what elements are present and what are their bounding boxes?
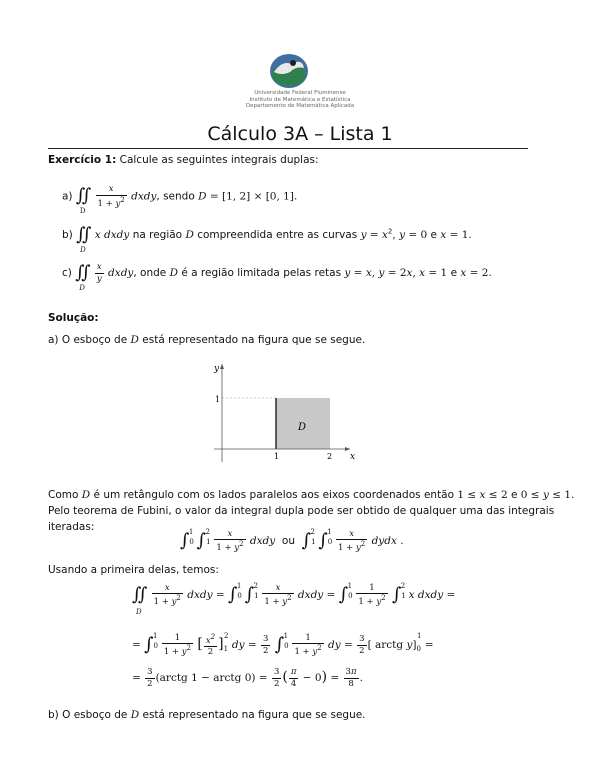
university-logo bbox=[268, 52, 310, 90]
exercise-item-b: b) ∬ D x dxdy na região D compreendida entre as curvas $y = x^2$, y = 0 e x = 1. bbox=[62, 224, 472, 254]
part-a-intro: a) O esboço de D está representado na figura que se segue. bbox=[48, 334, 366, 346]
exercise-heading: Exercício 1: Calcule as seguintes integrais duplas: bbox=[48, 154, 319, 166]
paragraph-using: Usando a primeira delas, temos: bbox=[48, 564, 219, 576]
solution-heading: Solução: bbox=[48, 312, 99, 324]
y-tick-label: 1 bbox=[215, 395, 221, 404]
page-title: Cálculo 3A – Lista 1 bbox=[207, 123, 393, 145]
exercise-item-a: a) ∬ D $\frac{x}{1 + y^2}$ dxdy, sendo D = [1, 2] × [0, 1]. bbox=[62, 184, 298, 216]
y-axis-label: y bbox=[214, 364, 220, 374]
x-tick-label: 1 bbox=[274, 452, 280, 461]
region-figure bbox=[210, 358, 360, 468]
x-tick-label: 2 bbox=[327, 452, 333, 461]
department-name: Departamento de Matemática Aplicada bbox=[245, 103, 355, 109]
institute-name: Instituto de Matemática e Estatística bbox=[249, 96, 351, 103]
computation-line-3: = $\frac{3}{2}$ (arctg 1 − arctg 0) = $\frac{3}{2}$ ( $\frac{\pi}{4}$ − 0) = $\frac{3\pi}{8}$ . bbox=[132, 667, 363, 689]
university-name: Universidade Federal Fluminense bbox=[254, 90, 346, 96]
paragraph-fubini: Pelo teorema de Fubini, o valor da integral dupla pode ser obtido de qualquer uma das integrais bbox=[48, 505, 555, 517]
iterated-integrals: $\int 0^1$ $\int 1^2$ $\frac{x}{1 + y^2}$ dxdy ou $\int 1^2$ $\int 0^1$ $\frac{x}{1 + y^2}$ dydx . bbox=[180, 528, 404, 553]
computation-line-1: ∬ D $\frac{x}{1 + y^2}$ dxdy = $\int 0^1$ $\int 1^2$ $\frac{x}{1 + y^2}$ dxdy = $\int 0^1$ $\frac{1}{1 + y^2}$ $\int 1^2$ x dxdy = bbox=[132, 582, 456, 616]
exercise-item-c: c) ∬ D $\frac{x}{y}$ dxdy, onde D é a região limitada pelas retas y = x, y = 2x, x = 1 e x = 2. bbox=[62, 262, 492, 292]
title-rule bbox=[48, 148, 528, 149]
x-axis-label: x bbox=[350, 452, 356, 462]
computation-line-2: = $\int 0^1$ $\frac{1}{1 + y^2}$ [ $\frac{x^2}{2}$ ]$_1^2$ dy = $\frac{3}{2}$ $\int 0^1$ $\frac{1}{1 + y^2}$ dy = $\frac{3}{2}$ [ arctg $y]_0^1$ = bbox=[132, 632, 434, 657]
paragraph-iterated: iteradas: bbox=[48, 521, 95, 533]
region-label: D bbox=[298, 422, 307, 433]
part-b-intro: b) O esboço de D está representado na figura que se segue. bbox=[48, 709, 366, 721]
paragraph-rectangle: Como D é um retângulo com os lados paralelos aos eixos coordenados então 1 ≤ x ≤ 2 e 0 ≤ y ≤ 1. bbox=[48, 489, 575, 501]
